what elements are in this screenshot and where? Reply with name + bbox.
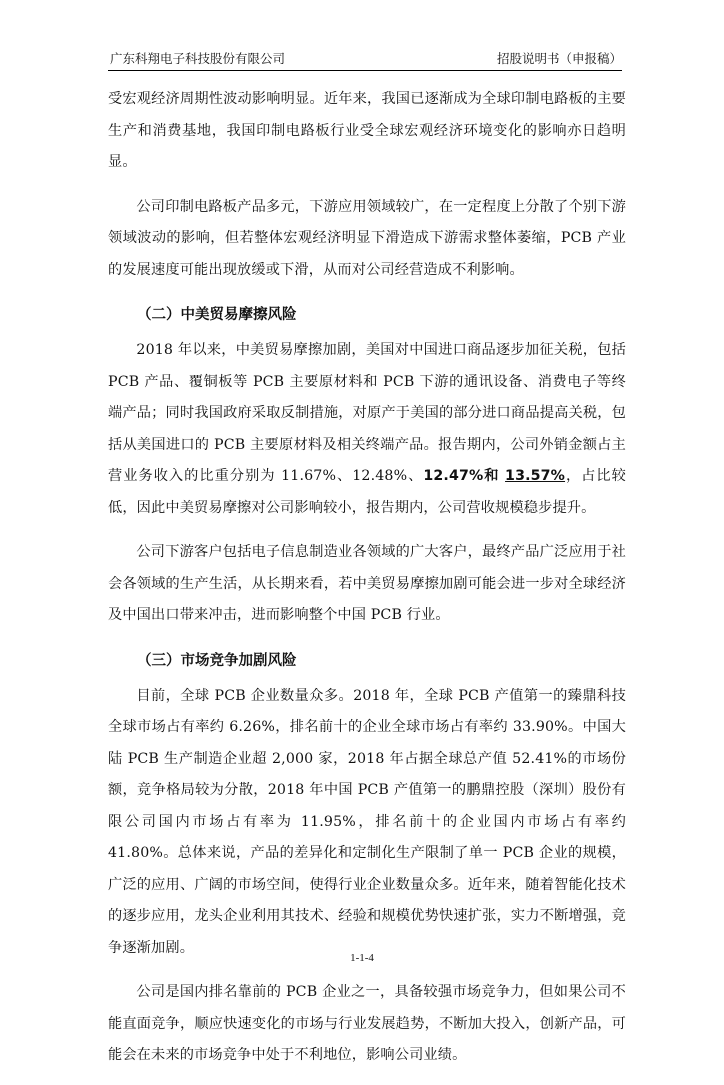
section-heading-market-competition: （三）市场竞争加剧风险 [137,651,297,669]
export-ratio-bold: 12.47%和 [423,468,500,484]
trade-friction-text-start: 2018 年以来，中美贸易摩擦加剧，美国对中国进口商品逐步加征关税，包括 PCB 产品、覆铜板等 PCB 主要原材料和 PCB 下游的通讯设备、消费电子等终端产品；同时我国政府采取反制措施，对原产于美国的部分进口商品提高关税，包括从美国进口的 PCB 主要原材料及相关终端产品。报告期内，公司外销金额占主营业务收入的比重分别为 11.67%、12.48%、 [108,342,626,484]
paragraph-downstream-customers: 公司下游客户包括电子信息制造业各领域的广大客户，最终产品广泛应用于社会各领域的生产生活，从长期来看，若中美贸易摩擦加剧可能会进一步对全球经济及中国出口带来冲击，进而影响整个中国 PCB 行业。 [108,544,626,623]
section-heading-trade-friction: （二）中美贸易摩擦风险 [137,306,297,323]
page-number: 1-1-4 [350,952,374,964]
header-document-type: 招股说明书（申报稿） [496,51,622,66]
trade-friction-text-end: ，占比较低，因此中美贸易摩擦对公司影响较小，报告期内，公司营收规模稳步提升。 [108,468,626,516]
document-body [108,84,626,1085]
page-header [108,50,622,71]
paragraph-market-landscape: 目前，全球 PCB 企业数量众多。2018 年，全球 PCB 产值第一的臻鼎科技全球市场占有率约 6.26%，排名前十的企业全球市场占有率约 33.90%。中国大陆 PCB 生产制造企业超 2,000 家，2018 年占据全球总产值 52.41%的市场份额，竞争格局较为分散，2018 年中国 PCB 产值第一的鹏鼎控股（深圳）股份有限公司国内市场占有率为 11.95%，排名前十的企业国内市场占有率约 41.80%。总体来说，产品的差异化和定制化生产限制了单一 PCB 企业的规模，广泛的应用、广阔的市场空间，使得行业企业数量众多。近年来，随着智能化技术的逐步应用，龙头企业利用其技术、经验和规模优势快速扩张，实力不断增强，竞争逐渐加剧。 [108,687,626,956]
paragraph-continuation: 受宏观经济周期性波动影响明显。近年来，我国已逐渐成为全球印制电路板的主要生产和消费基地，我国印制电路板行业受全球宏观经济环境变化的影响亦日趋明显。 [108,91,626,170]
paragraph-product-diversity: 公司印制电路板产品多元，下游应用领域较广，在一定程度上分散了个别下游领域波动的影响，但若整体宏观经济明显下滑造成下游需求整体萎缩，PCB 产业的发展速度可能出现放缓或下滑，从而对公司经营造成不利影响。 [108,198,626,278]
paragraph-trade-friction [108,335,626,524]
paragraph-company-position: 公司是国内排名靠前的 PCB 企业之一，具备较强市场竞争力，但如果公司不能直面竞争，顺应快速变化的市场与行业发展趋势，不断加大投入，创新产品，可能会在未来的市场竞争中处于不利地位，影响公司业绩。 [108,984,626,1063]
export-ratio-underlined: 13.57% [505,468,566,484]
header-company-name: 广东科翔电子科技股份有限公司 [110,51,286,66]
